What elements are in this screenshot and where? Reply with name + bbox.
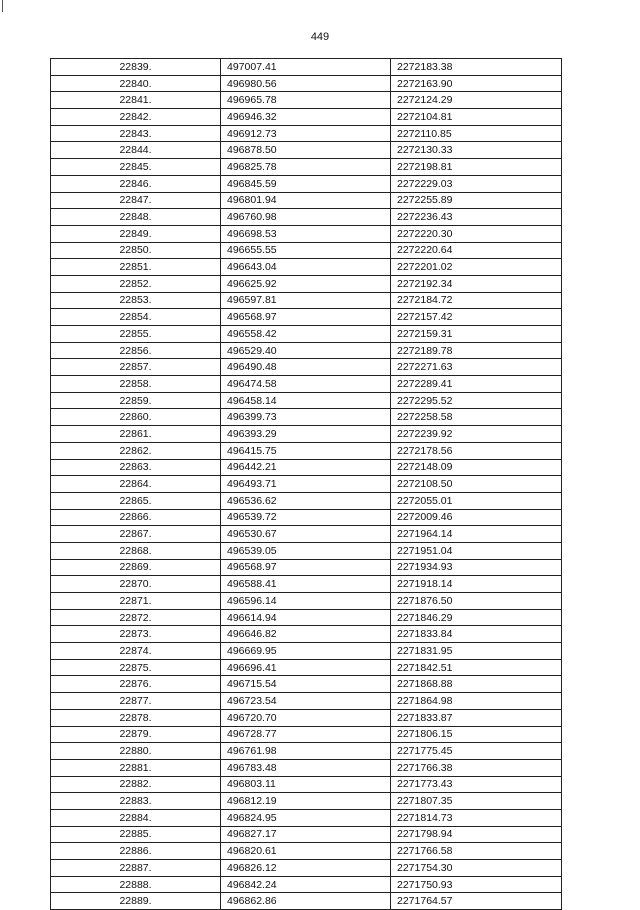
x-coordinate-cell: 496588.41 [221,576,391,593]
point-number-cell: 22864. [51,476,221,493]
x-coordinate-cell: 496842.24 [221,876,391,893]
table-row [51,743,562,760]
table-row [51,376,562,393]
x-coordinate-cell: 496646.82 [221,626,391,643]
x-coordinate-cell: 496625.92 [221,275,391,292]
y-coordinate-cell: 2271798.94 [391,826,562,843]
point-number-cell: 22847. [51,192,221,209]
x-coordinate-cell: 496568.97 [221,309,391,326]
x-coordinate-cell: 496760.98 [221,209,391,226]
point-number-cell: 22877. [51,693,221,710]
table-row [51,426,562,443]
table-row [51,659,562,676]
point-number-cell: 22870. [51,576,221,593]
x-coordinate-cell: 496720.70 [221,709,391,726]
x-coordinate-cell: 496820.61 [221,843,391,860]
x-coordinate-cell: 496393.29 [221,426,391,443]
table-row [51,342,562,359]
point-number-cell: 22860. [51,409,221,426]
table-row [51,159,562,176]
point-number-cell: 22848. [51,209,221,226]
x-coordinate-cell: 496803.11 [221,776,391,793]
point-number-cell: 22856. [51,342,221,359]
y-coordinate-cell: 2271806.15 [391,726,562,743]
y-coordinate-cell: 2271833.84 [391,626,562,643]
table-row [51,593,562,610]
x-coordinate-cell: 496696.41 [221,659,391,676]
table-row [51,643,562,660]
y-coordinate-cell: 2271842.51 [391,659,562,676]
point-number-cell: 22853. [51,292,221,309]
y-coordinate-cell: 2272130.33 [391,142,562,159]
point-number-cell: 22867. [51,526,221,543]
y-coordinate-cell: 2271951.04 [391,542,562,559]
x-coordinate-cell: 496655.55 [221,242,391,259]
x-coordinate-cell: 496643.04 [221,259,391,276]
y-coordinate-cell: 2271876.50 [391,593,562,610]
point-number-cell: 22878. [51,709,221,726]
x-coordinate-cell: 496539.72 [221,509,391,526]
y-coordinate-cell: 2271766.58 [391,843,562,860]
y-coordinate-cell: 2271766.38 [391,759,562,776]
point-number-cell: 22863. [51,459,221,476]
x-coordinate-cell: 496801.94 [221,192,391,209]
point-number-cell: 22880. [51,743,221,760]
point-number-cell: 22852. [51,275,221,292]
y-coordinate-cell: 2272289.41 [391,376,562,393]
y-coordinate-cell: 2271846.29 [391,609,562,626]
y-coordinate-cell: 2272178.56 [391,442,562,459]
x-coordinate-cell: 496529.40 [221,342,391,359]
x-coordinate-cell: 496558.42 [221,326,391,343]
x-coordinate-cell: 496826.12 [221,860,391,877]
point-number-cell: 22855. [51,326,221,343]
table-row [51,92,562,109]
y-coordinate-cell: 2272236.43 [391,209,562,226]
y-coordinate-cell: 2272258.58 [391,409,562,426]
y-coordinate-cell: 2271918.14 [391,576,562,593]
table-row [51,876,562,893]
x-coordinate-cell: 496946.32 [221,109,391,126]
page-number: 449 [310,31,330,43]
x-coordinate-cell: 496825.78 [221,159,391,176]
point-number-cell: 22888. [51,876,221,893]
y-coordinate-cell: 2271773.43 [391,776,562,793]
point-number-cell: 22884. [51,809,221,826]
x-coordinate-cell: 496536.62 [221,492,391,509]
y-coordinate-cell: 2272148.09 [391,459,562,476]
table-row [51,559,562,576]
y-coordinate-cell: 2271831.95 [391,643,562,660]
table-row [51,125,562,142]
y-coordinate-cell: 2272108.50 [391,476,562,493]
table-row [51,776,562,793]
y-coordinate-cell: 2272229.03 [391,175,562,192]
y-coordinate-cell: 2271807.35 [391,793,562,810]
table-row [51,309,562,326]
table-row [51,409,562,426]
y-coordinate-cell: 2272159.31 [391,326,562,343]
point-number-cell: 22865. [51,492,221,509]
table-row [51,442,562,459]
x-coordinate-cell: 496442.21 [221,459,391,476]
x-coordinate-cell: 497007.41 [221,59,391,76]
y-coordinate-cell: 2271764.57 [391,893,562,910]
table-row [51,259,562,276]
point-number-cell: 22843. [51,125,221,142]
table-row [51,893,562,910]
point-number-cell: 22869. [51,559,221,576]
point-number-cell: 22866. [51,509,221,526]
y-coordinate-cell: 2271754.30 [391,860,562,877]
x-coordinate-cell: 496669.95 [221,643,391,660]
table-row [51,843,562,860]
y-coordinate-cell: 2271833.87 [391,709,562,726]
x-coordinate-cell: 496493.71 [221,476,391,493]
y-coordinate-cell: 2272009.46 [391,509,562,526]
point-number-cell: 22862. [51,442,221,459]
table-row [51,459,562,476]
x-coordinate-cell: 496614.94 [221,609,391,626]
table-row [51,476,562,493]
table-row [51,326,562,343]
table-row [51,292,562,309]
y-coordinate-cell: 2271934.93 [391,559,562,576]
y-coordinate-cell: 2271868.88 [391,676,562,693]
point-number-cell: 22858. [51,376,221,393]
table-row [51,826,562,843]
table-row [51,109,562,126]
x-coordinate-cell: 496728.77 [221,726,391,743]
y-coordinate-cell: 2272055.01 [391,492,562,509]
table-row [51,526,562,543]
point-number-cell: 22844. [51,142,221,159]
y-coordinate-cell: 2272110.85 [391,125,562,142]
table-row [51,392,562,409]
table-row [51,693,562,710]
point-number-cell: 22871. [51,593,221,610]
x-coordinate-cell: 496474.58 [221,376,391,393]
y-coordinate-cell: 2272163.90 [391,75,562,92]
table-row [51,142,562,159]
y-coordinate-cell: 2272295.52 [391,392,562,409]
y-coordinate-cell: 2272220.64 [391,242,562,259]
x-coordinate-cell: 496761.98 [221,743,391,760]
page-edge-mark [2,0,3,12]
point-number-cell: 22851. [51,259,221,276]
table-row [51,359,562,376]
table-row [51,626,562,643]
y-coordinate-cell: 2272189.78 [391,342,562,359]
x-coordinate-cell: 496845.59 [221,175,391,192]
table-row [51,225,562,242]
x-coordinate-cell: 496912.73 [221,125,391,142]
point-number-cell: 22873. [51,626,221,643]
point-number-cell: 22841. [51,92,221,109]
point-number-cell: 22885. [51,826,221,843]
y-coordinate-cell: 2272124.29 [391,92,562,109]
point-number-cell: 22875. [51,659,221,676]
point-number-cell: 22849. [51,225,221,242]
table-row [51,542,562,559]
point-number-cell: 22840. [51,75,221,92]
point-number-cell: 22842. [51,109,221,126]
y-coordinate-cell: 2272184.72 [391,292,562,309]
x-coordinate-cell: 496878.50 [221,142,391,159]
y-coordinate-cell: 2272192.34 [391,275,562,292]
x-coordinate-cell: 496596.14 [221,593,391,610]
point-number-cell: 22876. [51,676,221,693]
table-row [51,860,562,877]
coordinates-table-body [51,59,562,910]
y-coordinate-cell: 2272183.38 [391,59,562,76]
y-coordinate-cell: 2272157.42 [391,309,562,326]
x-coordinate-cell: 496783.48 [221,759,391,776]
x-coordinate-cell: 496568.97 [221,559,391,576]
x-coordinate-cell: 496597.81 [221,292,391,309]
y-coordinate-cell: 2272271.63 [391,359,562,376]
y-coordinate-cell: 2272239.92 [391,426,562,443]
y-coordinate-cell: 2271864.98 [391,693,562,710]
table-row [51,59,562,76]
point-number-cell: 22859. [51,392,221,409]
y-coordinate-cell: 2271775.45 [391,743,562,760]
y-coordinate-cell: 2272201.02 [391,259,562,276]
x-coordinate-cell: 496824.95 [221,809,391,826]
x-coordinate-cell: 496723.54 [221,693,391,710]
x-coordinate-cell: 496812.19 [221,793,391,810]
y-coordinate-cell: 2272255.89 [391,192,562,209]
point-number-cell: 22861. [51,426,221,443]
point-number-cell: 22889. [51,893,221,910]
table-row [51,509,562,526]
table-row [51,175,562,192]
x-coordinate-cell: 496715.54 [221,676,391,693]
point-number-cell: 22850. [51,242,221,259]
x-coordinate-cell: 496415.75 [221,442,391,459]
table-row [51,759,562,776]
table-row [51,576,562,593]
point-number-cell: 22857. [51,359,221,376]
point-number-cell: 22881. [51,759,221,776]
table-row [51,726,562,743]
point-number-cell: 22846. [51,175,221,192]
point-number-cell: 22854. [51,309,221,326]
table-row [51,793,562,810]
point-number-cell: 22839. [51,59,221,76]
table-row [51,209,562,226]
point-number-cell: 22879. [51,726,221,743]
point-number-cell: 22886. [51,843,221,860]
table-row [51,192,562,209]
point-number-cell: 22872. [51,609,221,626]
point-number-cell: 22883. [51,793,221,810]
table-row [51,242,562,259]
y-coordinate-cell: 2272220.30 [391,225,562,242]
x-coordinate-cell: 496539.05 [221,542,391,559]
x-coordinate-cell: 496965.78 [221,92,391,109]
table-row [51,709,562,726]
x-coordinate-cell: 496399.73 [221,409,391,426]
x-coordinate-cell: 496827.17 [221,826,391,843]
table-row [51,75,562,92]
y-coordinate-cell: 2272104.81 [391,109,562,126]
y-coordinate-cell: 2272198.81 [391,159,562,176]
table-row [51,809,562,826]
y-coordinate-cell: 2271964.14 [391,526,562,543]
x-coordinate-cell: 496980.56 [221,75,391,92]
table-row [51,275,562,292]
point-number-cell: 22845. [51,159,221,176]
x-coordinate-cell: 496862.86 [221,893,391,910]
x-coordinate-cell: 496458.14 [221,392,391,409]
point-number-cell: 22887. [51,860,221,877]
y-coordinate-cell: 2271750.93 [391,876,562,893]
x-coordinate-cell: 496490.48 [221,359,391,376]
x-coordinate-cell: 496530.67 [221,526,391,543]
table-row [51,676,562,693]
point-number-cell: 22874. [51,643,221,660]
coordinates-table [50,58,562,910]
point-number-cell: 22868. [51,542,221,559]
table-row [51,609,562,626]
point-number-cell: 22882. [51,776,221,793]
table-row [51,492,562,509]
x-coordinate-cell: 496698.53 [221,225,391,242]
y-coordinate-cell: 2271814.73 [391,809,562,826]
